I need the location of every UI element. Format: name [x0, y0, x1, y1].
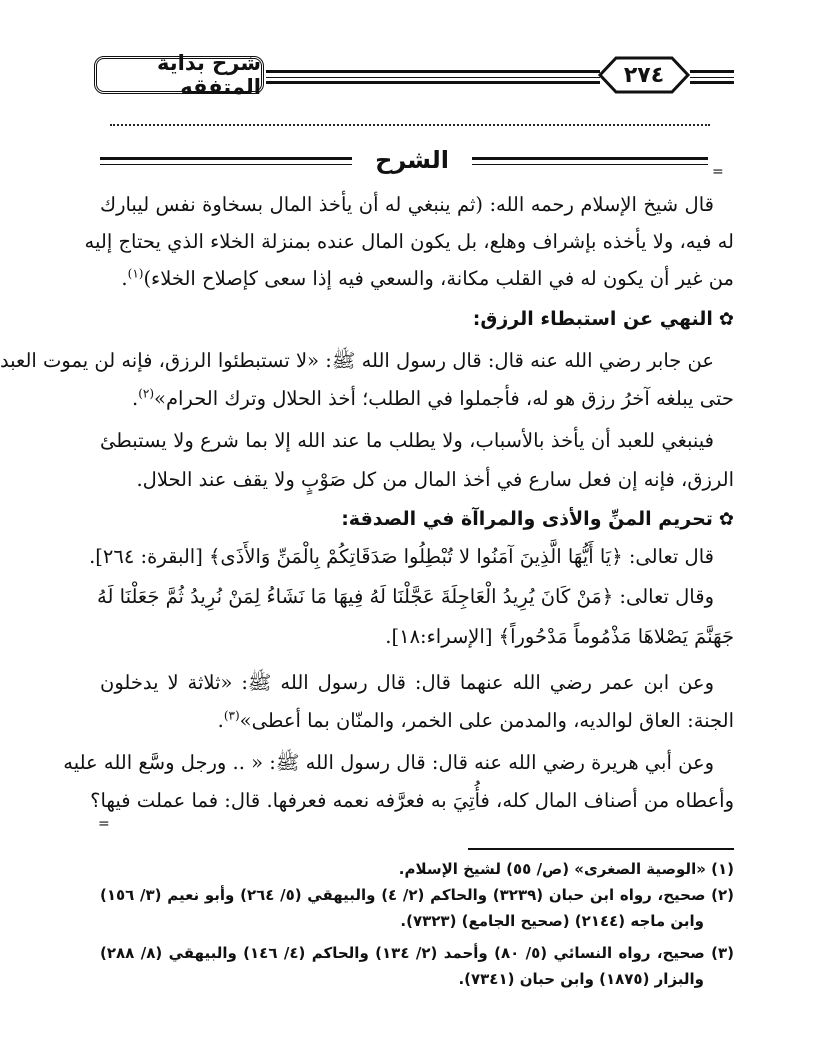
section-title: الشرح [375, 146, 449, 174]
footnote-ref: (٣) [223, 708, 240, 723]
footnote-ref: (١) [127, 266, 144, 281]
flower-bullet-icon: ✿ [718, 309, 734, 330]
text-line: حتى يبلغه آخرُ رزق هو له، فأجملوا في الطلب؛ أخذ الحلال وترك الحرام»$^{(٢)}$. [131, 386, 734, 410]
text-line: عن جابر رضي الله عنه قال: قال رسول الله ﷺ: «لا تستبطئوا الرزق، فإنه لن يموت العبد [0, 349, 714, 372]
text-line: وعن أبي هريرة رضي الله عنه قال: قال رسول الله ﷺ: « .. ورجل وسَّع الله عليه [63, 751, 714, 774]
footnote-2-cont: وابن ماجه (٢١٤٤) (صحيح الجامع) (٧٣٢٣). [400, 912, 704, 930]
text-line: وعن ابن عمر رضي الله عنهما قال: قال رسول الله ﷺ: «ثلاثة لا يدخلون [100, 671, 714, 694]
title-rule-right-2 [472, 164, 708, 165]
text-line: وقال تعالى: ﴿مَنْ كَانَ يُرِيدُ الْعَاجِلَةَ عَجَّلْنَا لَهُ فِيهَا مَا نَشَاءُ لِمَنْ نُرِيدُ ثُمَّ جَعَلْنَا لَهُ [97, 585, 714, 608]
text-line: جَهَنَّمَ يَصْلاهَا مَذْمُوماً مَدْحُوراً﴾ [الإسراء:١٨]. [385, 625, 734, 648]
book-title-box [94, 51, 264, 99]
header-rule-bottom [266, 81, 600, 84]
flower-bullet-icon: ✿ [718, 509, 734, 530]
header-rule-mid [266, 77, 600, 78]
text-line: قال تعالى: ﴿يَا أَيُّهَا الَّذِينَ آمَنُوا لا تُبْطِلُوا صَدَقَاتِكُمْ بِالْمَنِّ وَالأَذَى﴾ [البقرة: ٢٦٤]. [89, 545, 714, 568]
header-rule-right-mid [690, 77, 734, 78]
title-rule-left-1 [100, 157, 352, 160]
footnote-3: (٣) صحيح، رواه النسائي (٥/ ٨٠) وأحمد (٢/ ١٣٤) والحاكم (٤/ ١٤٦) والبيهقي (٨/ ٢٨٨) [100, 944, 735, 962]
footnote-3-cont: والبزار (١٨٧٥) وابن حبان (٧٣٤١). [458, 970, 704, 988]
footnote-1: (١) «الوصية الصغرى» (ص/ ٥٥) لشيخ الإسلام. [398, 860, 734, 878]
text-line: وأعطاه من أصناف المال كله، فأُتِيَ به فعرَّفه نعمه فعرفها. قال: فما عملت فيها؟ [90, 789, 734, 812]
header-rule-top [266, 70, 600, 73]
margin-mark: = [98, 816, 110, 832]
text-line: له فيه، ولا يأخذه بإشراف وهلع، بل يكون المال عنده بمنزلة الخلاء الذي يحتاج إليه [84, 230, 734, 253]
title-rule-right-1 [472, 157, 708, 160]
footnote-2: (٢) صحيح، رواه ابن حبان (٣٢٣٩) والحاكم (٢/ ٤) والبيهقي (٥/ ٢٦٤) وأبو نعيم (٣/ ١٥٦) [100, 886, 734, 904]
margin-mark: = [712, 164, 724, 180]
subheading-1: ✿النهي عن استبطاء الرزق: [100, 302, 734, 336]
text-line: فينبغي للعبد أن يأخذ بالأسباب، ولا يطلب ما عند الله إلا بما شرع ولا يستبطئ [100, 429, 714, 452]
header-rule-right-top [690, 70, 734, 73]
title-rule-left-2 [100, 164, 352, 165]
page-number-badge [598, 55, 690, 95]
header-rule-right-bottom [690, 81, 734, 84]
subheading-2: ✿تحريم المنِّ والأذى والمراآة في الصدقة: [100, 502, 734, 536]
text-line: قال شيخ الإسلام رحمه الله: (ثم ينبغي له أن يأخذ المال بسخاوة نفس ليبارك [100, 193, 714, 216]
text-line: من غير أن يكون له في القلب مكانة، والسعي فيه إذا سعى كإصلاح الخلاء)$^{(١)}$. [121, 266, 734, 290]
book-title: شرح بداية المتفقه [157, 51, 261, 99]
dotted-separator [110, 124, 710, 132]
footnote-ref: (٢) [138, 386, 155, 401]
page-number: ٢٧٤ [623, 62, 665, 88]
footnote-rule [468, 848, 734, 850]
text-line: الجنة: العاق لوالديه، والمدمن على الخمر، والمنّان بما أعطى»$^{(٣)}$. [217, 708, 734, 732]
text-line: الرزق، فإنه إن فعل سارع في أخذ المال من كل صَوْبٍ ولا يقف عند الحلال. [136, 468, 734, 491]
